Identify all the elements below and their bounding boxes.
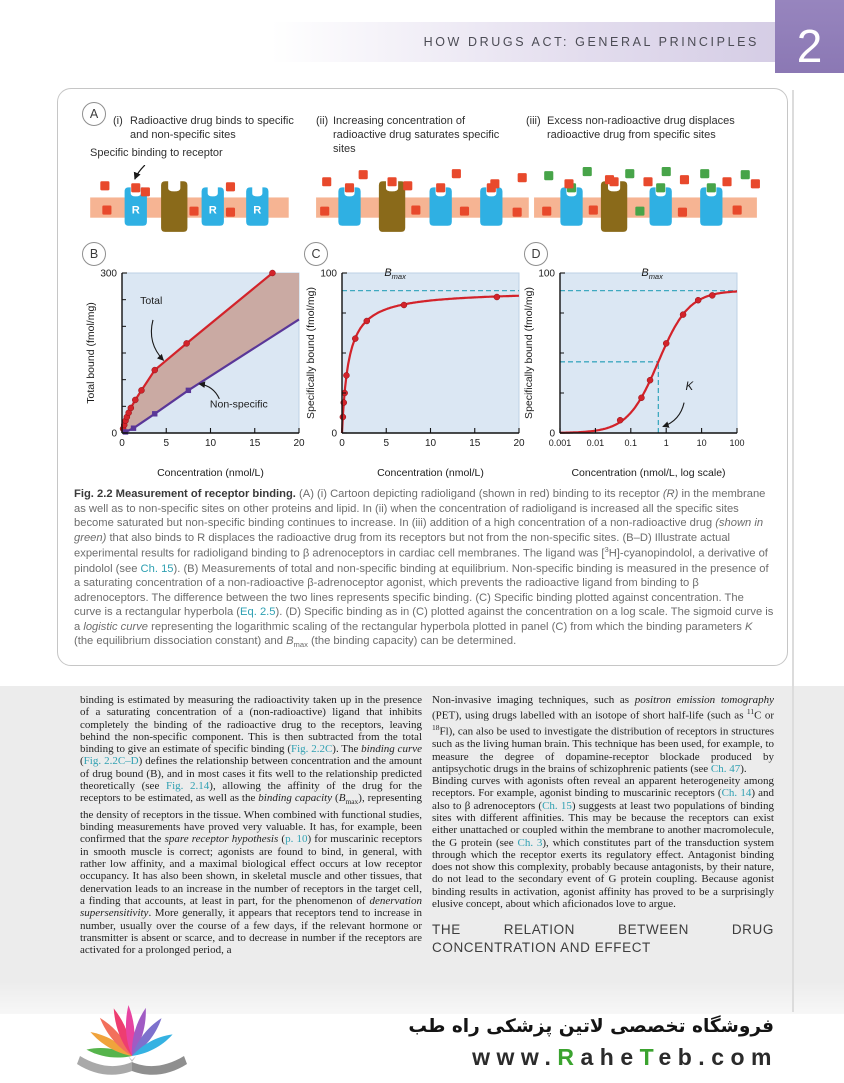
svg-text:Concentration (nmol/L): Concentration (nmol/L) [377, 467, 484, 479]
svg-text:R: R [131, 204, 140, 217]
body-right-paragraph-2: Binding curves with agonists often reveal an apparent heterogeneity among receptors. For example, agonist binding to muscarinic receptors (Ch. 14) and also to β adrenoceptors (Ch. 15) suggests at least two populations of binding sites with different affinities. This may be because the receptors can exist either unattached or coupled within the membrane to another macromolecule, the G protein (see Ch. 3), which constitutes part of the transduction system through which the receptor exerts its regulatory effect. Antagonist binding does not show this complexity, probably because antagonists, by their nature, do not lead to the secondary event of G protein coupling. Because agonist binding results in activation, agonist affinity has proved to be a surprisingly elusive concept, about which aficionados love to argue. [432, 775, 775, 911]
svg-text:Specifically bound (fmol/mg): Specifically bound (fmol/mg) [523, 287, 535, 419]
site-url: www.RaheTeb.com [472, 1044, 778, 1070]
body-right-paragraph-1: Non-invasive imaging techniques, such as positron emission tomography (PET), using drugs labelled with an isotope of short half-life (such as $^{11}$C or $^{18}$Fl), can also be used to investigate the distribution of receptors in structures such as the living human brain. This technique has been used, for example, to measure the degree of dopamine-receptor blockade produced by antipsychotic drugs in the brains of schizophrenic patients (see Ch. 47). [432, 694, 775, 775]
open-book-icon [66, 1000, 204, 1078]
svg-text:0: 0 [339, 438, 345, 449]
svg-text:Concentration (nmol/L, log sca: Concentration (nmol/L, log scale) [571, 467, 726, 479]
subpanel-heading-iii [526, 115, 778, 143]
subpanel-ii-text: Increasing concentration of radioactive drug saturates specific sites [333, 115, 500, 155]
svg-text:K: K [685, 380, 694, 393]
svg-text:Non-specific: Non-specific [209, 398, 268, 411]
membrane-cartoon-i [76, 165, 311, 243]
svg-text:300: 300 [100, 268, 117, 280]
svg-text:5: 5 [163, 438, 170, 449]
svg-text:10: 10 [424, 438, 437, 449]
subpanel-iii-num: (iii) [526, 115, 541, 127]
chart-total-nonspecific-binding [84, 261, 309, 486]
page-title: HOW DRUGS ACT: GENERAL PRINCIPLES [423, 35, 759, 49]
panel-a-letter: A [89, 107, 99, 121]
svg-text:5: 5 [383, 438, 390, 449]
figure-caption: Fig. 2.2 Measurement of receptor binding. (A) (i) Cartoon depicting radioligand (shown in red) binding to its receptor (R) in the membrane as well as to non-specific sites on other proteins and lipid. In (ii) when the concentration of radioligand is increased all the specific sites become saturated but non-specific binding continues to increase. In (iii) addition of a high concentration of a non-radioactive drug (shown in green) that also binds to R displaces the radioactive drug from its receptors but not from the non-specific sites. (B–D) Illustrate actual experimental results for radioligand binding to β adrenoceptors in cardiac cell membranes. The ligand was [$^3$H]-cyanopindolol, a derivative of pindolol (see Ch. 15). (B) Measurements of total and non-specific binding at equilibrium. Non-specific binding is measured in the presence of a saturating concentration of a non-radioactive β-adrenoceptor agonist, which prevents the radioactive ligand from binding to β adrenoceptors. The difference between the two lines represents specific binding. (C) Specific binding plotted against concentration. The curve is a rectangular hyperbola (Eq. 2.5). (D) Specific binding as in (C) plotted against the concentration on a log scale. The sigmoid curve is a logistic curve representing the logarithmic scaling of the rectangular hyperbola plotted in panel (C) from which the binding parameters K (the equilibrium dissociation constant) and $B_{max}$ (the binding capacity) can be determined. [74, 488, 774, 650]
svg-text:15: 15 [249, 438, 261, 449]
subpanel-iii-text: Excess non-radioactive drug displaces radioactive drug from specific sites [547, 115, 735, 141]
section-heading: THE RELATION BETWEEN DRUG CONCENTRATION AND EFFECT [432, 922, 774, 955]
subpanel-heading-ii [316, 115, 516, 156]
header-strip [0, 22, 775, 62]
svg-text:R: R [253, 204, 262, 217]
svg-text:Total: Total [140, 294, 163, 307]
svg-text:0: 0 [331, 428, 337, 440]
svg-text:10: 10 [204, 438, 217, 449]
membrane-cartoon-ii [310, 165, 545, 243]
svg-text:20: 20 [513, 438, 525, 449]
subpanel-heading-i [113, 115, 311, 143]
subpanel-ii-num: (ii) [316, 115, 329, 127]
svg-text:0: 0 [111, 428, 117, 440]
svg-text:0: 0 [119, 438, 125, 449]
svg-text:Specifically bound (fmol/mg): Specifically bound (fmol/mg) [305, 287, 317, 419]
panel-b-letter: B [89, 247, 99, 261]
raheteb-logo [66, 1000, 204, 1083]
subpanel-i-num: (i) [113, 115, 123, 127]
svg-text:Bmax: $B_{max}$ [384, 267, 406, 282]
body-right-column [432, 694, 774, 956]
svg-text:0.01: 0.01 [586, 438, 605, 448]
svg-text:0: 0 [549, 428, 555, 440]
svg-text:20: 20 [293, 438, 305, 449]
chart-specific-binding-hyperbola [304, 261, 529, 486]
svg-text:0.001: 0.001 [548, 438, 572, 448]
svg-text:Total bound (fmol/mg): Total bound (fmol/mg) [85, 302, 97, 404]
svg-text:100: 100 [729, 438, 745, 448]
panel-d-letter: D [531, 247, 541, 261]
specific-binding-annotation: Specific binding to receptor [90, 147, 223, 159]
svg-text:100: 100 [320, 268, 337, 280]
svg-text:Bmax: $B_{max}$ [641, 267, 663, 282]
svg-text:100: 100 [538, 268, 555, 280]
subpanel-i-text: Radioactive drug binds to specific and non-specific sites [130, 115, 294, 141]
body-left-column: binding is estimated by measuring the radioactivity taken up in the presence of a saturating concentration of a (non-radioactive) ligand that inhibits completely the binding of the radioactive drug to the receptors, leaving behind the non-specific component. This is then subtracted from the total binding to give an estimate of specific binding (Fig. 2.2C). The binding curve (Fig. 2.2C–D) defines the relationship between concentration and the amount of drug bound (B), and in most cases it fits well to the relationship predicted theoretically (see Fig. 2.14), allowing the affinity of the drug for the receptors to be estimated, as well as the binding capacity $(B_{max})$, representing the density of receptors in the tissue. When combined with functional studies, binding measurements have proved very valuable. It has, for example, been confirmed that the spare receptor hypothesis (p. 10) for muscarinic receptors in smooth muscle is correct; agonists are found to bind, in general, with rather low affinity, and a maximal biological effect occurs at low receptor occupancy. It has also been shown, in skeletal muscle and other tissues, that denervation leads to an increase in the number of receptors in the target cell, a finding that accounts, at least in part, for the phenomenon of denervation supersensitivity. More generally, it appears that receptors tend to increase in number, usually over the course of a few days, if the relevant hormone or transmitter is absent or scarce, and to decrease in number if the receptors are activated for a prolonged period, a [80, 694, 422, 957]
chart-specific-binding-logscale [522, 261, 747, 486]
shop-name-farsi: فروشگاه تخصصی لاتین پزشکی راه طب [408, 1016, 774, 1037]
chapter-number: 2 [796, 20, 823, 72]
figure-2-2 [57, 88, 788, 666]
svg-text:Concentration (nmol/L): Concentration (nmol/L) [157, 467, 264, 479]
membrane-cartoon-iii [530, 165, 765, 243]
svg-text:R: R [208, 204, 217, 217]
svg-text:15: 15 [469, 438, 481, 449]
panel-c-letter: C [311, 247, 321, 261]
svg-text:0.1: 0.1 [624, 438, 638, 448]
page-edge-line [792, 90, 794, 1012]
chapter-badge [775, 0, 844, 73]
svg-text:1: 1 [663, 438, 669, 448]
svg-text:10: 10 [696, 438, 707, 448]
panel-a-label [82, 102, 106, 126]
